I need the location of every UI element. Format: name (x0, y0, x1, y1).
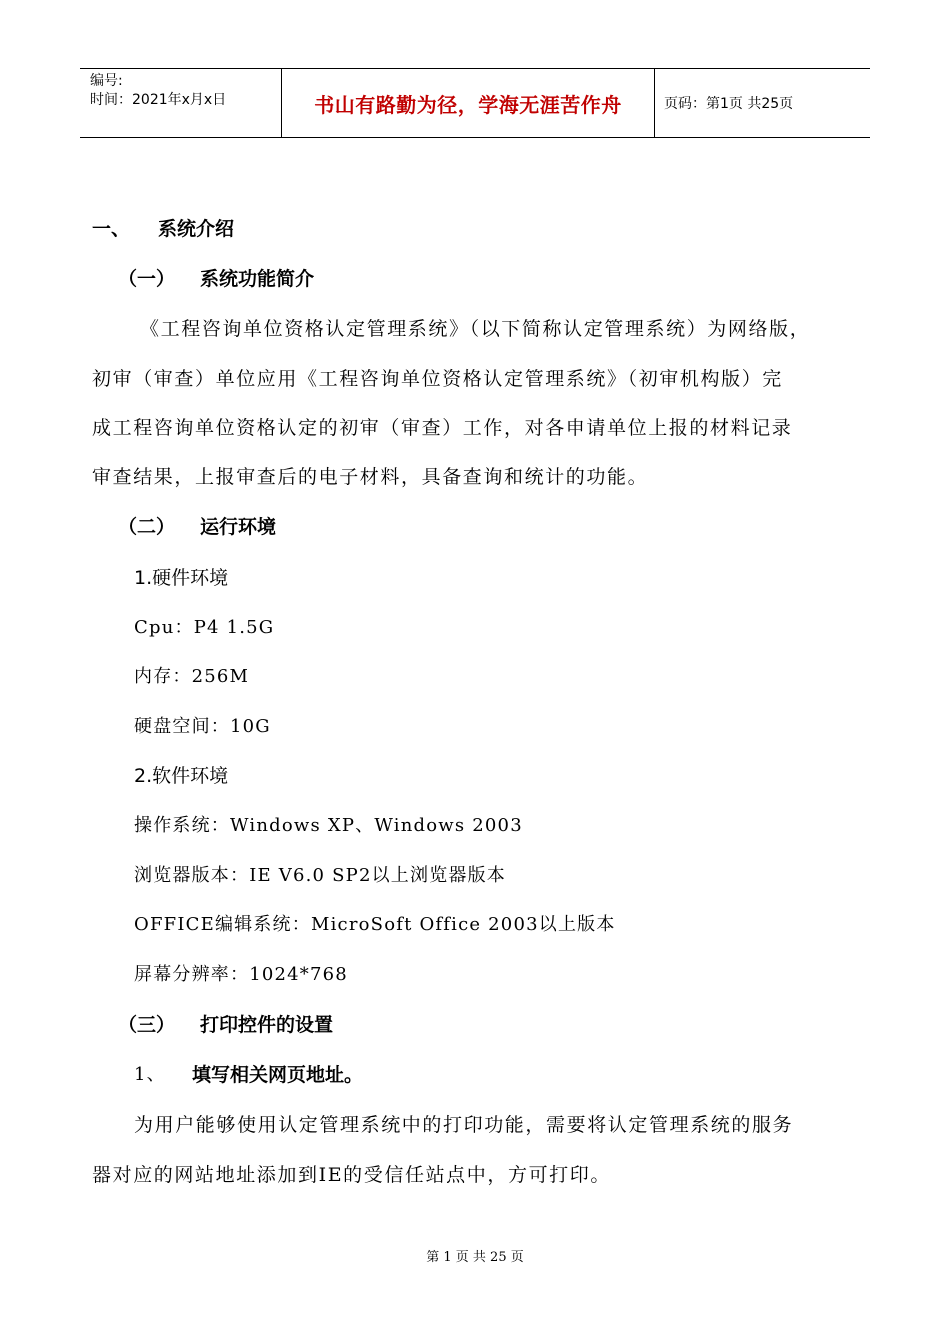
section-1-2-number: （二） (118, 516, 176, 538)
header-page (655, 69, 870, 137)
paragraph-1-line-3: 成工程咨询单位资格认定的初审（审查）工作，对各申请单位上报的材料记录 (92, 417, 793, 439)
paragraph-2-line-1: 为用户能够使用认定管理系统中的打印功能，需要将认定管理系统的服务 (134, 1114, 794, 1136)
software-screen: 屏幕分辨率：1024*768 (134, 964, 348, 985)
step-1-number: 1、 (134, 1064, 166, 1085)
section-1-3-number: （三） (118, 1014, 176, 1036)
step-1-title: 填写相关网页地址。 (192, 1064, 364, 1086)
hardware-memory: 内存：256M (134, 666, 250, 687)
footer-page-number: 第 1 页 共 25 页 (426, 1250, 524, 1265)
paragraph-1-line-4: 审查结果，上报审查后的电子材料，具备查询和统计的功能。 (92, 466, 649, 488)
section-1-title: 系统介绍 (158, 218, 235, 240)
paragraph-1-line-2: 初审（审查）单位应用《工程咨询单位资格认定管理系统》（初审机构版）完 (92, 368, 783, 390)
page-label: 页码：第1页 共25页 (664, 96, 794, 112)
page-footer (0, 1246, 950, 1265)
section-1-number: 一、 (92, 218, 131, 240)
header-motto (282, 69, 655, 137)
software-os: 操作系统：Windows XP、Windows 2003 (134, 815, 523, 836)
hardware-heading: 1.硬件环境 (134, 567, 229, 589)
software-browser: 浏览器版本：IE V6.0 SP2以上浏览器版本 (134, 865, 507, 886)
section-1-3-title: 打印控件的设置 (200, 1014, 334, 1036)
hardware-cpu: Cpu：P4 1.5G (134, 617, 275, 638)
time-label: 时间：2021年x月x日 (90, 92, 227, 108)
software-office: OFFICE编辑系统：MicroSoft Office 2003以上版本 (134, 914, 616, 935)
section-1-1-number: （一） (118, 268, 176, 290)
section-1-2-title: 运行环境 (200, 516, 277, 538)
header-meta (80, 69, 282, 137)
header-table (80, 68, 870, 138)
number-label: 编号: (90, 73, 123, 89)
section-1-1-title: 系统功能简介 (200, 268, 315, 290)
paragraph-2-line-2: 器对应的网站地址添加到IE的受信任站点中，方可打印。 (92, 1164, 611, 1186)
motto-text: 书山有路勤为径，学海无涯苦作舟 (314, 92, 622, 117)
paragraph-1-line-1: 《工程咨询单位资格认定管理系统》（以下简称认定管理系统）为网络版， (140, 318, 811, 340)
software-heading: 2.软件环境 (134, 765, 229, 787)
hardware-disk: 硬盘空间：10G (134, 716, 271, 737)
